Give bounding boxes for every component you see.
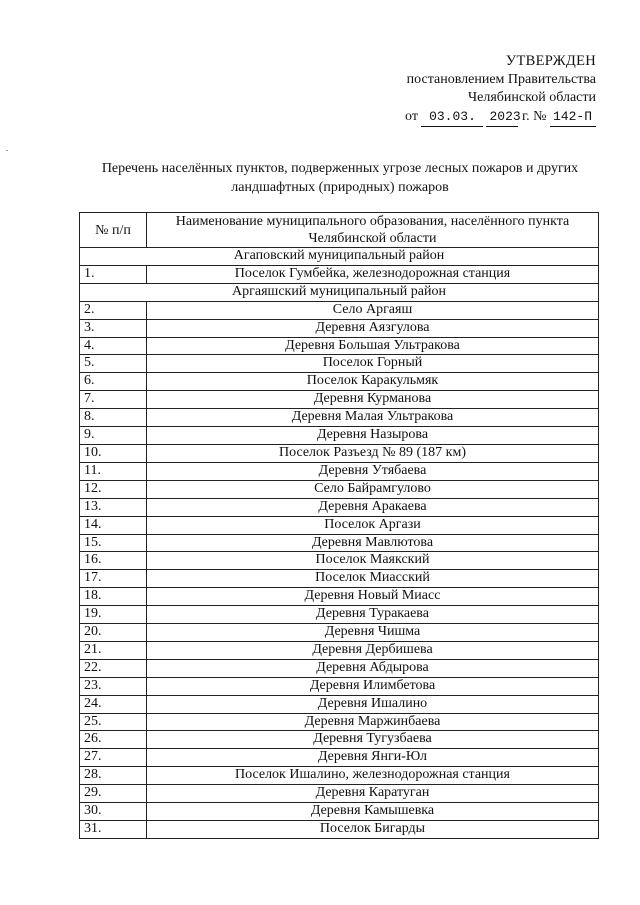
approval-date-line <box>296 108 596 128</box>
settlement-name: Деревня Аракаева <box>147 498 599 516</box>
row-number: 9. <box>80 427 147 445</box>
settlement-name: Поселок Бигарды <box>147 821 599 839</box>
table-row <box>80 731 599 749</box>
row-number: 16. <box>80 552 147 570</box>
settlement-name: Поселок Разъезд № 89 (187 км) <box>147 444 599 462</box>
table-row <box>80 552 599 570</box>
table-row <box>80 570 599 588</box>
table-row <box>80 534 599 552</box>
approval-number: 142-П <box>550 108 596 128</box>
row-number: 14. <box>80 516 147 534</box>
table-row <box>80 319 599 337</box>
table-row <box>80 767 599 785</box>
row-number: 4. <box>80 337 147 355</box>
settlement-name: Деревня Назырова <box>147 427 599 445</box>
row-number: 30. <box>80 803 147 821</box>
district-name: Агаповский муниципальный район <box>80 248 599 266</box>
row-number: 27. <box>80 749 147 767</box>
settlement-name: Деревня Илимбетова <box>147 677 599 695</box>
table-row <box>80 677 599 695</box>
row-number: 2. <box>80 301 147 319</box>
row-number: 26. <box>80 731 147 749</box>
row-number: 3. <box>80 319 147 337</box>
header-number: № п/п <box>80 213 147 248</box>
table-row <box>80 462 599 480</box>
row-number: 20. <box>80 624 147 642</box>
settlement-name: Деревня Курманова <box>147 391 599 409</box>
table-row <box>80 391 599 409</box>
table-row <box>80 444 599 462</box>
row-number: 15. <box>80 534 147 552</box>
table-row <box>80 480 599 498</box>
table-row <box>80 337 599 355</box>
row-number: 22. <box>80 659 147 677</box>
settlement-name: Поселок Миасский <box>147 570 599 588</box>
settlement-name: Деревня Маржинбаева <box>147 713 599 731</box>
table-row <box>80 588 599 606</box>
row-number: 21. <box>80 641 147 659</box>
row-number: 6. <box>80 373 147 391</box>
settlement-name: Деревня Камышевка <box>147 803 599 821</box>
table-row <box>80 821 599 839</box>
table-row <box>80 641 599 659</box>
table-row <box>80 373 599 391</box>
table-row <box>80 301 599 319</box>
row-number: 13. <box>80 498 147 516</box>
approval-title: УТВЕРЖДЕН <box>505 53 596 69</box>
settlement-name: Деревня Утябаева <box>147 462 599 480</box>
row-number: 17. <box>80 570 147 588</box>
settlement-name: Деревня Дербишева <box>147 641 599 659</box>
heading-line-1: Перечень населённых пунктов, подверженных угрозе лесных пожаров и других <box>101 161 579 176</box>
settlement-name: Деревня Большая Ультракова <box>147 337 599 355</box>
document-heading <box>60 160 620 197</box>
approval-year: 2023 <box>486 108 518 128</box>
row-number: 18. <box>80 588 147 606</box>
district-row <box>80 248 599 266</box>
table-row <box>80 749 599 767</box>
row-number: 24. <box>80 695 147 713</box>
row-number: 5. <box>80 355 147 373</box>
table-row <box>80 409 599 427</box>
table-row <box>80 785 599 803</box>
settlement-name: Село Байрамгулово <box>147 480 599 498</box>
settlement-name: Деревня Туракаева <box>147 606 599 624</box>
row-number: 12. <box>80 480 147 498</box>
settlement-name: Поселок Маякский <box>147 552 599 570</box>
table-row <box>80 695 599 713</box>
settlement-name: Деревня Новый Миасс <box>147 588 599 606</box>
row-number: 1. <box>80 265 147 283</box>
row-number: 31. <box>80 821 147 839</box>
date-suffix: г. № <box>521 108 547 124</box>
district-row <box>80 283 599 301</box>
table-row <box>80 355 599 373</box>
table-row <box>80 803 599 821</box>
settlement-name: Деревня Малая Ультракова <box>147 409 599 427</box>
settlement-name: Поселок Ишалино, железнодорожная станция <box>147 767 599 785</box>
settlement-name: Деревня Янги-Юл <box>147 749 599 767</box>
table-row <box>80 427 599 445</box>
settlement-name: Село Аргаяш <box>147 301 599 319</box>
table-header-row <box>80 213 599 248</box>
settlement-name: Деревня Мавлютова <box>147 534 599 552</box>
table-row <box>80 265 599 283</box>
row-number: 7. <box>80 391 147 409</box>
table-row <box>80 606 599 624</box>
settlement-name: Поселок Аргази <box>147 516 599 534</box>
settlement-name: Деревня Тугузбаева <box>147 731 599 749</box>
row-number: 11. <box>80 462 147 480</box>
table-row <box>80 516 599 534</box>
settlement-name: Деревня Чишма <box>147 624 599 642</box>
settlement-name: Деревня Каратуган <box>147 785 599 803</box>
settlement-name: Деревня Ишалино <box>147 695 599 713</box>
date-prefix: от <box>405 108 418 124</box>
settlement-name: Поселок Каракульмяк <box>147 373 599 391</box>
settlement-name: Поселок Горный <box>147 355 599 373</box>
settlement-name: Деревня Аязгулова <box>147 319 599 337</box>
row-number: 23. <box>80 677 147 695</box>
approval-stamp <box>296 52 596 127</box>
row-number: 25. <box>80 713 147 731</box>
scan-margin-mark <box>6 150 8 151</box>
settlements-table <box>79 212 599 839</box>
district-name: Аргаяшский муниципальный район <box>80 283 599 301</box>
approval-line-2: Челябинской области <box>468 90 596 105</box>
row-number: 29. <box>80 785 147 803</box>
table-row <box>80 659 599 677</box>
heading-line-2: ландшафтных (природных) пожаров <box>231 179 449 195</box>
table-row <box>80 624 599 642</box>
row-number: 19. <box>80 606 147 624</box>
approval-date: 03.03. <box>421 108 483 128</box>
approval-line-1: постановлением Правительства <box>406 71 596 87</box>
table-row <box>80 498 599 516</box>
row-number: 8. <box>80 409 147 427</box>
settlement-name: Деревня Абдырова <box>147 659 599 677</box>
row-number: 28. <box>80 767 147 785</box>
table-row <box>80 713 599 731</box>
row-number: 10. <box>80 444 147 462</box>
settlement-name: Поселок Гумбейка, железнодорожная станция <box>147 265 599 283</box>
header-name: Наименование муниципального образования, населённого пункта Челябинской области <box>147 213 599 248</box>
